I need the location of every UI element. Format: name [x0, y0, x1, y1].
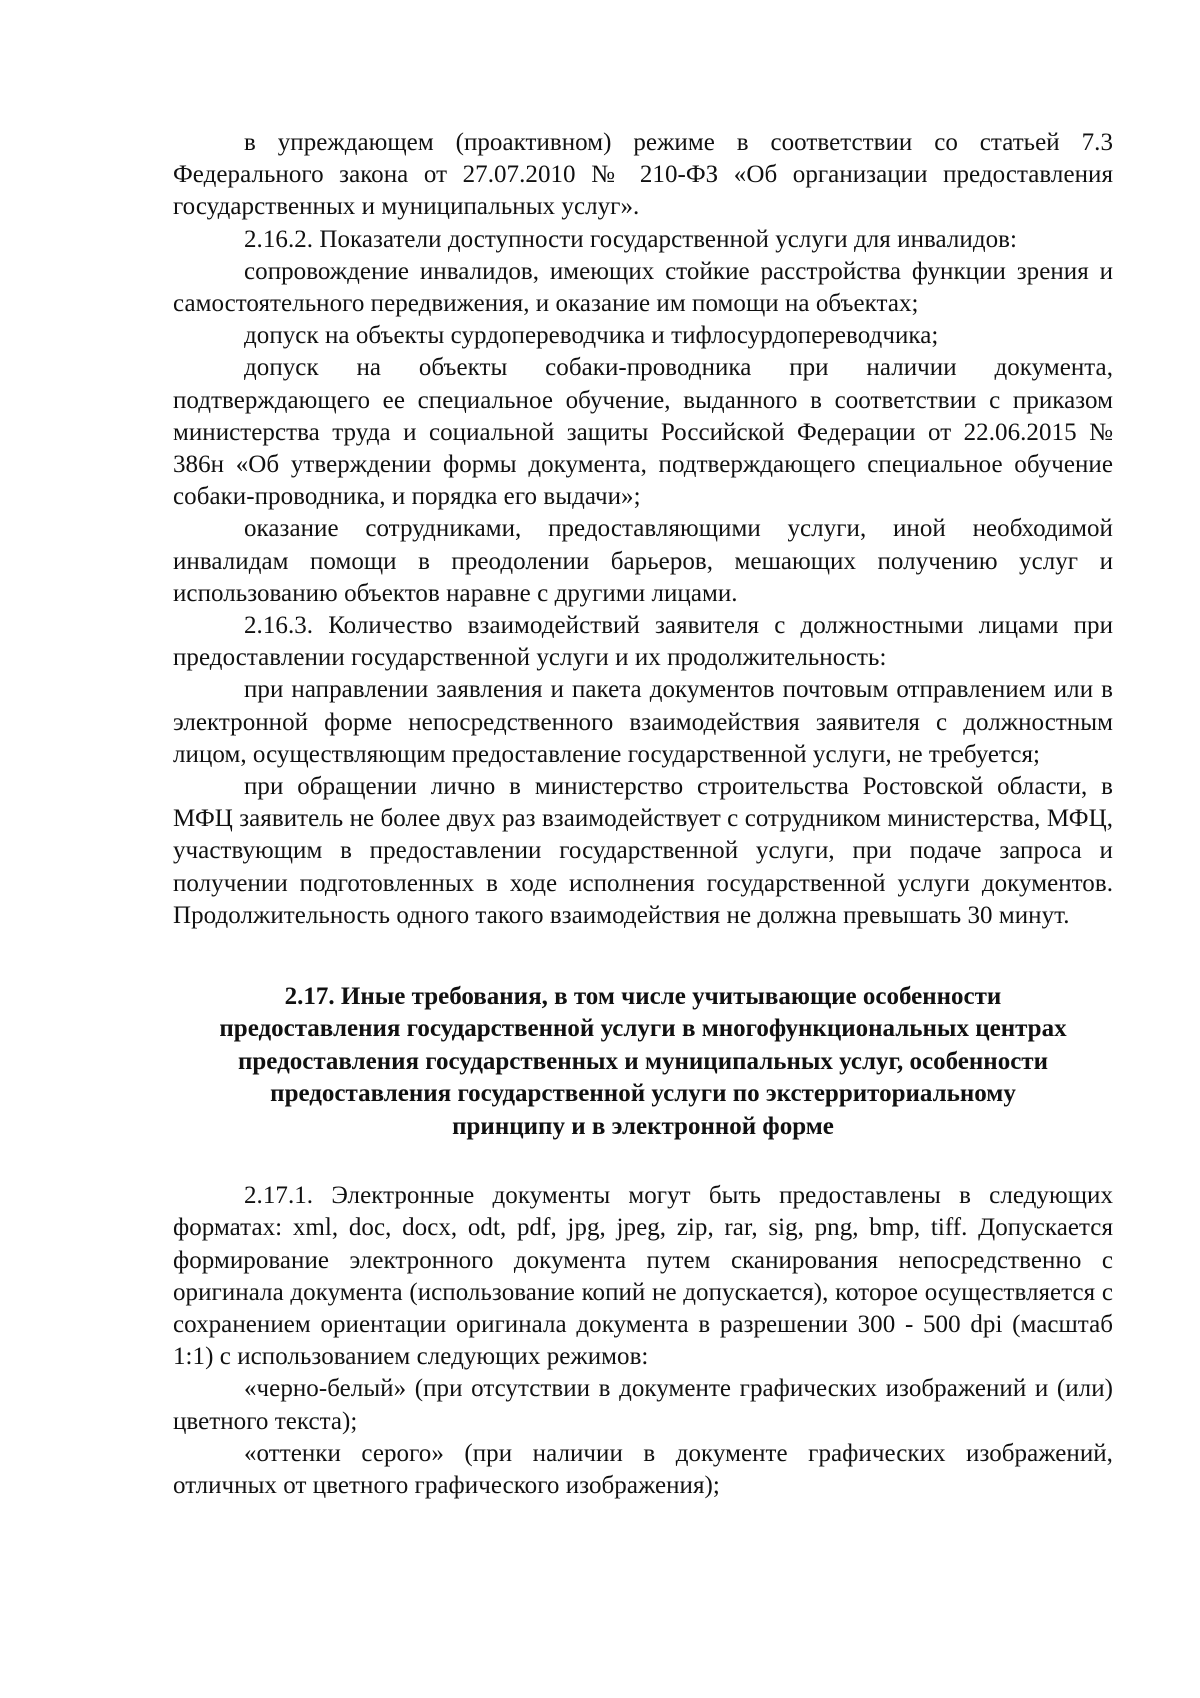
paragraph-2-16-3: 2.16.3. Количество взаимодействий заявителя с должностными лицами при предоставлении государственной услуги и их продолжительность:: [173, 612, 1113, 672]
paragraph-staff-assistance: оказание сотрудниками, предоставляющими услуги, иной необходимой инвалидам помощи в преодолении барьеров, мешающих получению услуг и использованию объектов наравне с другими лицами.: [173, 515, 1113, 607]
heading-line: 2.17. Иные требования, в том числе учитывающие особенности: [284, 983, 1002, 1011]
paragraph-mail-submission: при направлении заявления и пакета документов почтовым отправлением или в электронной форме непосредственного взаимодействия заявителя с должностным лицом, осуществляющим предоставление государственной услуги, не требуется;: [173, 676, 1113, 768]
heading-line: предоставления государственной услуги в многофункциональных центрах: [219, 1015, 1067, 1043]
paragraph-personal-visit: при обращении лично в министерство строительства Ростовской области, в МФЦ заявитель не более двух раз взаимодействует с сотрудником министерства, МФЦ, участвующим в предоставлении государственной услуги, при подаче запроса и получении подготовленных в ходе исполнения государственной услуги документов. Продолжительность одного такого взаимодействия не должна превышать 30 минут.: [173, 773, 1113, 929]
paragraph-guide-dog-access: допуск на объекты собаки-проводника при наличии документа, подтверждающего ее специальное обучение, выданного в соответствии с приказом министерства труда и социальной защиты Российской Федерации от 22.06.2015 № 386н «Об утверждении формы документа, подтверждающего специальное обучение собаки-проводника, и порядка его выдачи»;: [173, 354, 1113, 511]
paragraph-escort-disabled: сопровождение инвалидов, имеющих стойкие расстройства функции зрения и самостоятельного передвижения, и оказание им помощи на объектах;: [173, 257, 1113, 318]
paragraph-proactive-mode: в упреждающем (проактивном) режиме в соответствии со статьей 7.3 Федерального закона от 27.07.2010 № 210-ФЗ «Об организации предоставления государственных и муниципальных услуг».: [173, 129, 1113, 221]
paragraph-2-17-1: 2.17.1. Электронные документы могут быть предоставлены в следующих форматах: xml, doc, docx, odt, pdf, jpg, jpeg, zip, rar, sig, png, bmp, tiff. Допускается формирование электронного документа путем сканирования непосредственно с оригинала документа (использование копий не допускается), которое осуществляется с сохранением ориентации оригинала документа в разрешении 300 - 500 dpi (масштаб 1:1) с использованием следующих режимов:: [173, 1182, 1113, 1371]
heading-line: принципу и в электронной форме: [452, 1112, 834, 1140]
document-body: [173, 127, 1113, 1502]
paragraph-grayscale-mode: «оттенки серого» (при наличии в документе графических изображений, отличных от цветного графического изображения);: [173, 1439, 1113, 1499]
heading-line: предоставления государственной услуги по экстерриториальному: [270, 1080, 1016, 1108]
paragraph-2-16-2: 2.16.2. Показатели доступности государственной услуги для инвалидов:: [244, 225, 1018, 253]
paragraph-sign-interpreter-access: допуск на объекты сурдопереводчика и тифлосурдопереводчика;: [244, 322, 939, 350]
section-heading-2-17: [173, 981, 1113, 1143]
heading-line: предоставления государственных и муниципальных услуг, особенности: [238, 1047, 1048, 1075]
paragraph-black-white-mode: «черно-белый» (при отсутствии в документе графических изображений и (или) цветного текста);: [173, 1375, 1113, 1435]
